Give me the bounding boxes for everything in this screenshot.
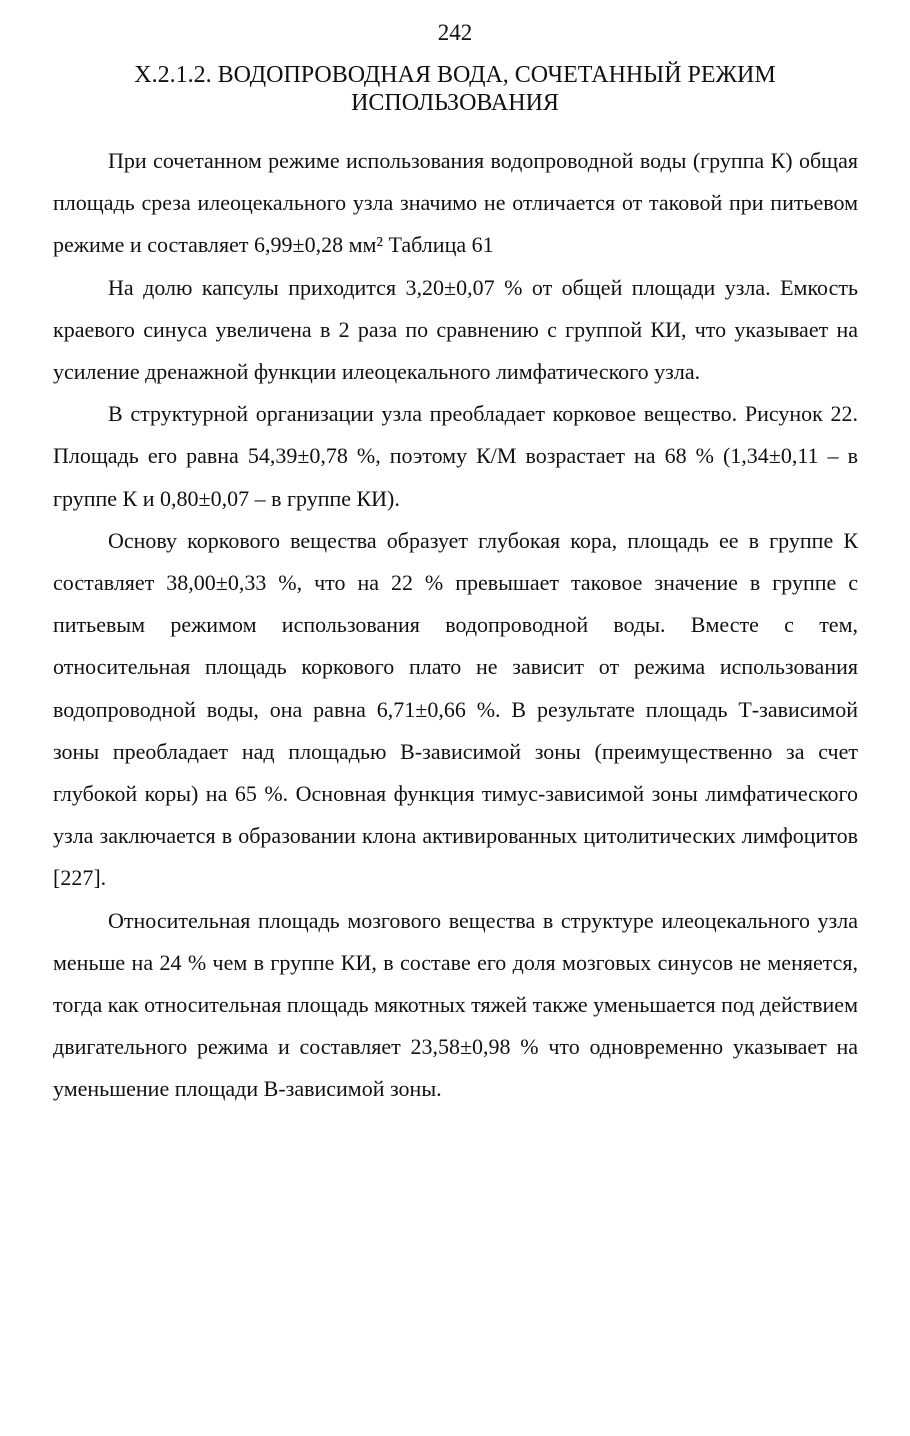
paragraph-1: При сочетанном режиме использования водопроводной воды (группа К) общая площадь среза илеоцекального узла значимо не отличается от таковой при питьевом режиме и составляет 6,99±0,28 мм² Таблица 61 bbox=[53, 148, 858, 258]
paragraph-4: Основу коркового вещества образует глубокая кора, площадь ее в группе К составляет 38,00±0,33 %, что на 22 % превышает таковое значение в группе с питьевым режимом использования водопроводной воды. Вместе с тем, относительная площадь коркового плато не зависит от режима использования водопроводной воды, она равна 6,71±0,66 %. В результате площадь Т-зависимой зоны преобладает над площадью В-зависимой зоны (преимущественно за счет глубокой коры) на 65 %. Основная функция тимус-зависимой зоны лимфатического узла заключается в образовании клона активированных цитолитических лимфоцитов [227]. bbox=[53, 527, 858, 891]
page-number: 242 bbox=[437, 20, 473, 45]
paragraph-5: Относительная площадь мозгового вещества в структуре илеоцекального узла меньше на 24 % чем в группе КИ, в составе его доля мозговых синусов не меняется, тогда как относительная площадь мякотных тяжей также уменьшается под действием двигательного режима и составляет 23,58±0,98 % что одновременно указывает на уменьшение площади В-зависимой зоны. bbox=[53, 907, 858, 1102]
section-heading-line1: X.2.1.2. ВОДОПРОВОДНАЯ ВОДА, СОЧЕТАННЫЙ РЕЖИМ bbox=[134, 62, 776, 88]
section-heading-line2: ИСПОЛЬЗОВАНИЯ bbox=[351, 90, 559, 116]
section-heading bbox=[90, 61, 820, 117]
paragraph-3: В структурной организации узла преобладает корковое вещество. Рисунок 22. Площадь его равна 54,39±0,78 %, поэтому К/М возрастает на 68 % (1,34±0,11 – в группе К и 0,80±0,07 – в группе КИ). bbox=[53, 401, 858, 511]
paragraph-2: На долю капсулы приходится 3,20±0,07 % от общей площади узла. Емкость краевого синуса увеличена в 2 раза по сравнению с группой КИ, что указывает на усиление дренажной функции илеоцекального лимфатического узла. bbox=[53, 274, 858, 385]
body-text bbox=[53, 140, 858, 1111]
